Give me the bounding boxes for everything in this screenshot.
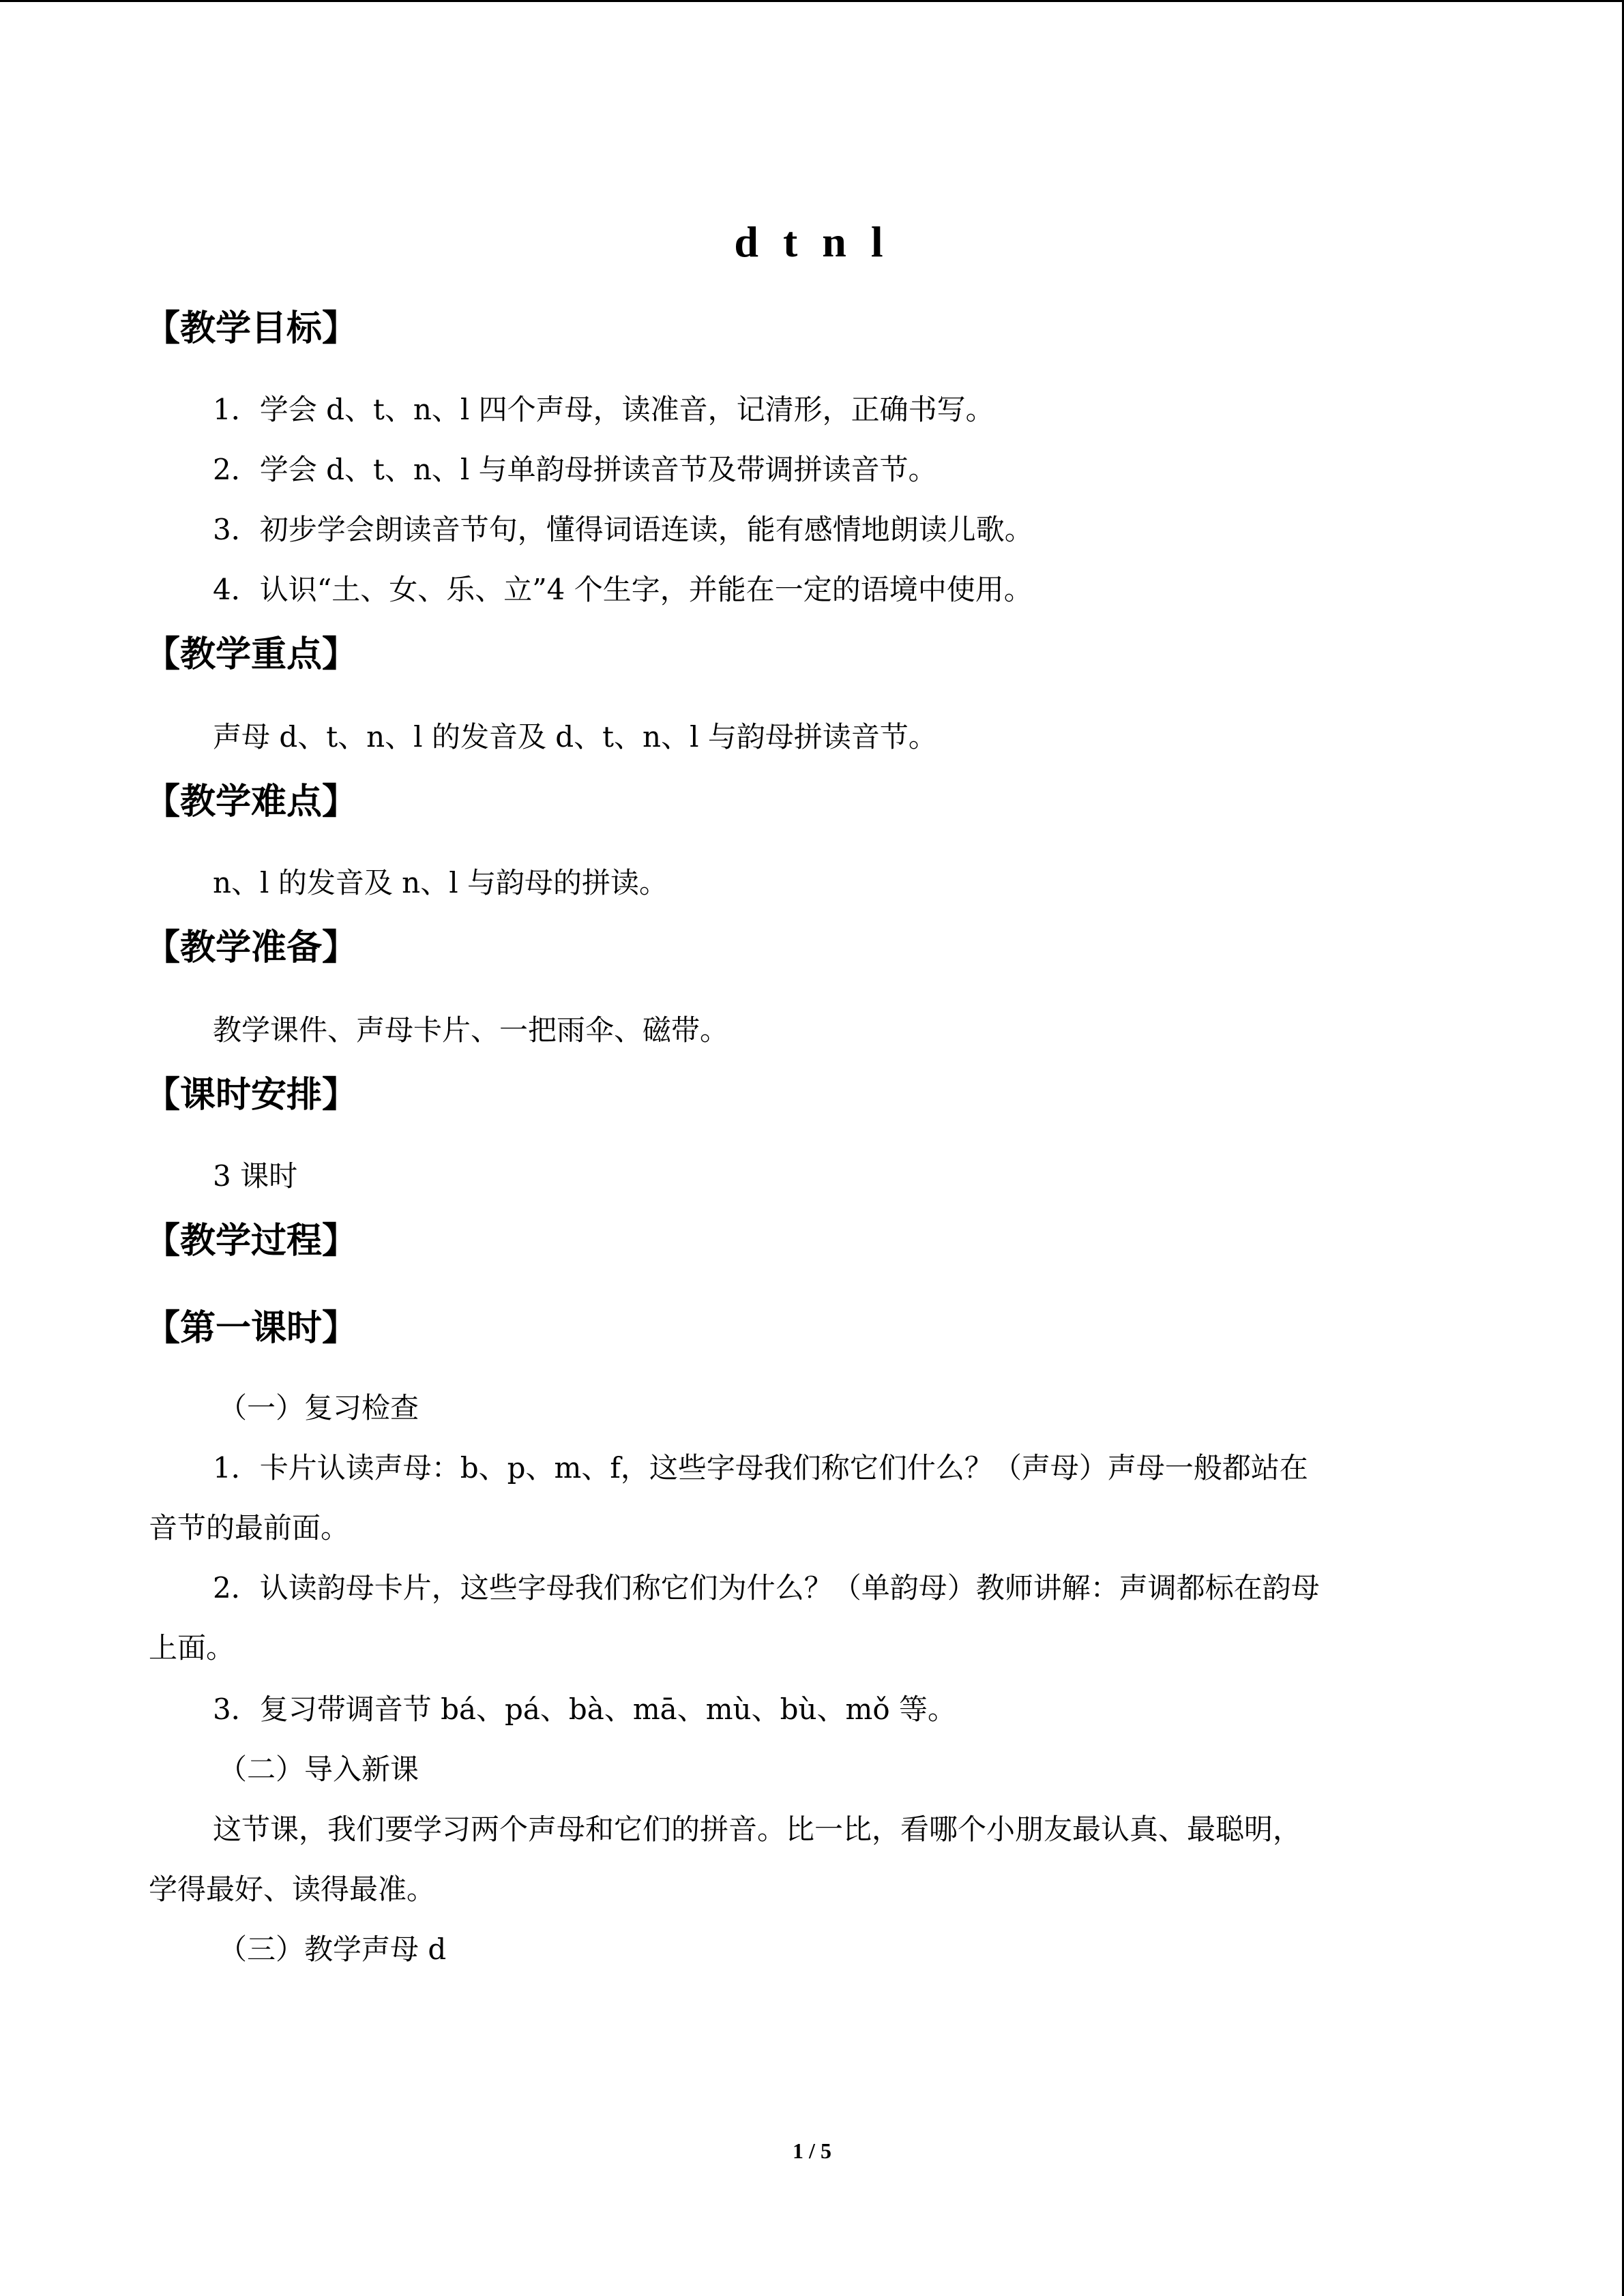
goal-item-1: 1．学会 d、t、n、l 四个声母，读准音，记清形，正确书写。 xyxy=(213,393,994,426)
schedule-text: 3 课时 xyxy=(213,1159,298,1193)
heading-teaching-goals: 【教学目标】 xyxy=(145,308,358,349)
goal-item-3: 3．初步学会朗读音节句，懂得词语连读，能有感情地朗读儿歌。 xyxy=(213,513,1033,546)
key-points-text: 声母 d、t、n、l 的发音及 d、t、n、l 与韵母拼读音节。 xyxy=(213,720,937,754)
intro-section-title: （二）导入新课 xyxy=(218,1753,419,1786)
review-item-1: 1．卡片认读声母：b、p、m、f，这些字母我们称它们什么？（声母）声母一般都站在 xyxy=(213,1451,1308,1485)
review-item-2: 2．认读韵母卡片，这些字母我们称它们为什么？（单韵母）教师讲解：声调都标在韵母 xyxy=(213,1571,1320,1605)
heading-preparation: 【教学准备】 xyxy=(145,927,358,968)
heading-schedule: 【课时安排】 xyxy=(145,1075,358,1116)
heading-difficulties: 【教学难点】 xyxy=(145,781,358,822)
page-number: 1 / 5 xyxy=(793,2138,831,2163)
document-title: d t n l xyxy=(734,218,890,266)
goal-item-4: 4．认识“土、女、乐、立”4 个生字，并能在一定的语境中使用。 xyxy=(213,573,1033,606)
heading-first-lesson: 【第一课时】 xyxy=(145,1308,358,1349)
review-item-1-continued: 音节的最前面。 xyxy=(149,1511,350,1545)
goal-item-2: 2．学会 d、t、n、l 与单韵母拼读音节及带调拼读音节。 xyxy=(213,453,937,486)
review-item-2-continued: 上面。 xyxy=(149,1631,235,1665)
difficulties-text: n、l 的发音及 n、l 与韵母的拼读。 xyxy=(213,866,668,899)
intro-text-continued: 学得最好、读得最准。 xyxy=(149,1873,436,1906)
teach-d-section-title: （三）教学声母 d xyxy=(218,1933,447,1966)
review-item-3: 3．复习带调音节 bá、pá、bà、mā、mù、bù、mǒ 等。 xyxy=(213,1693,956,1726)
review-section-title: （一）复习检查 xyxy=(218,1391,419,1425)
heading-key-points: 【教学重点】 xyxy=(145,634,358,675)
heading-teaching-process: 【教学过程】 xyxy=(145,1221,358,1262)
intro-text: 这节课，我们要学习两个声母和它们的拼音。比一比，看哪个小朋友最认真、最聪明， xyxy=(213,1813,1302,1846)
preparation-text: 教学课件、声母卡片、一把雨伞、磁带。 xyxy=(213,1013,729,1047)
